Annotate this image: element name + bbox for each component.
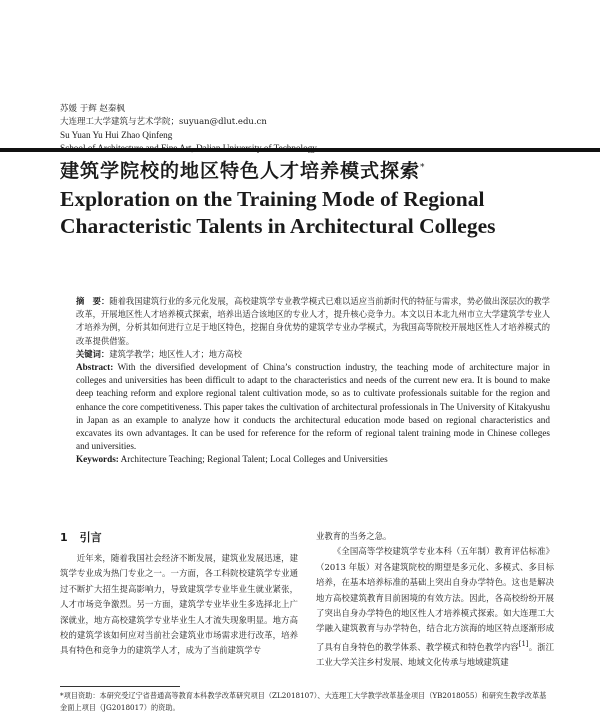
footnote-divider [60, 686, 180, 687]
keywords-en-text: Architecture Teaching; Regional Talent; Local Colleges and Universities [118, 454, 388, 465]
keywords-cn [76, 348, 550, 361]
keywords-cn-text: 建筑学教学；地区性人才；地方高校 [109, 348, 242, 359]
body-column-right [316, 529, 554, 670]
author-names-en: Su Yuan Yu Hui Zhao Qinfeng [60, 130, 173, 140]
citation-1: [1] [518, 639, 529, 648]
author-affiliation-cn: 大连理工大学建筑与艺术学院；suyuan@dlut.edu.cn [60, 117, 267, 127]
abstract-cn-label: 摘 要： [76, 296, 110, 306]
abstract-en [76, 361, 550, 453]
title-chinese [60, 156, 426, 183]
abstract-cn-text: 随着我国建筑行业的多元化发展，高校建筑学专业教学模式已难以适应当前新时代的特征与需求，势必做出深层次的教学改革，开展地区性人才培养模式探索，培养出适合该地区的专业人才，提升核心竞争力。本文以日本北九州市立大学建筑学专业人才培养为例，分析其如何进行立足于地区特色，挖掘自身优势的建筑学专业办学模式，为我国高等院校开展地区性人才培养模式的改革提供借鉴。 [76, 296, 550, 346]
abstract-cn [76, 295, 550, 348]
header-divider [0, 148, 600, 152]
abstract-en-label: Abstract: [76, 362, 114, 373]
keywords-cn-label: 关键词： [76, 348, 110, 359]
section-heading [60, 529, 114, 545]
keywords-en-label: Keywords: [76, 454, 119, 465]
title-footnote-mark: * [420, 162, 426, 173]
keywords-en [76, 453, 550, 466]
intro-paragraph-2-text: 《全国高等学校建筑学专业本科（五年制）教育评估标准》（2013 年版）对各建筑院校的期望是多元化、多模式、多目标培养，在基本培养标准的基础上突出自身办学特色。这也是解决地方高校建筑教育目前困境的有效方法。因此，各高校纷纷开展了突出自身办学特色的地区性人才培养模式探索。如大连理工大学融入建筑教育与办学特色，结合北方滨海的地区特点逐渐形成了具有自身特色的教学体系、教学模式和特色教学内容 [316, 546, 554, 652]
section-title: 引言 [79, 531, 102, 544]
author-names-cn: 苏媛 于辉 赵秦枫 [60, 104, 125, 114]
abstract-en-text: With the diversified development of China’s construction industry, the teaching mode of architecture major in colleges and universities has been difficult to adapt to the characteristics and needs of the current new era. It is bound to make deep teaching reform and explore regional talent cultivation mode, so as to cultivate professionals suitable for the region and enhance the core competitiveness. This paper takes the cultivation of architectural professionals in The University of Kitakyushu in Japan as an example to analyze how it conducts the architectural education mode based on regional characteristics and excavates its own advantages. It can be used for reference for the reform of regional talent training mode in Chinese colleges and universities. [76, 362, 550, 452]
intro-paragraph-2 [316, 544, 554, 670]
title-chinese-text: 建筑学院校的地区特色人才培养模式探索 [60, 160, 421, 182]
section-number: 1 [60, 531, 68, 544]
body-column-left [60, 551, 298, 659]
intro-paragraph-2-end: 。浙江工业大学关注乡村发展、地域文化传承与地域建筑建 [316, 641, 555, 668]
abstract-block [76, 295, 550, 467]
intro-paragraph-continued: 业教育的当务之急。 [316, 531, 392, 541]
title-english: Exploration on the Training Mode of Regional Characteristic Talents in Architectural Colleges [60, 187, 496, 238]
footnote: *项目资助：本研究受辽宁省普通高等教育本科教学改革研究项目（ZL2018107）、大连理工大学教学改革基金项目（YB2018055）和研究生教学改革基金面上项目（JG2018017）的资助。 [60, 691, 547, 712]
intro-paragraph-1: 近年来，随着我国社会经济不断发展，建筑业发展迅速，建筑学专业成为热门专业之一。一方面，各工科院校建筑学专业通过不断扩大招生提高影响力，导致建筑学专业毕业生就业紧张，人才市场竞争激烈。另一方面，建筑学专业毕业生多选择北上广深就业，地方高校建筑学专业毕业生人才流失现象明显。地方高校的建筑学该如何应对当前社会建筑业市场需求进行改革，培养具有特色和竞争力的建筑学人才，成为了当前建筑学专 [60, 553, 298, 656]
